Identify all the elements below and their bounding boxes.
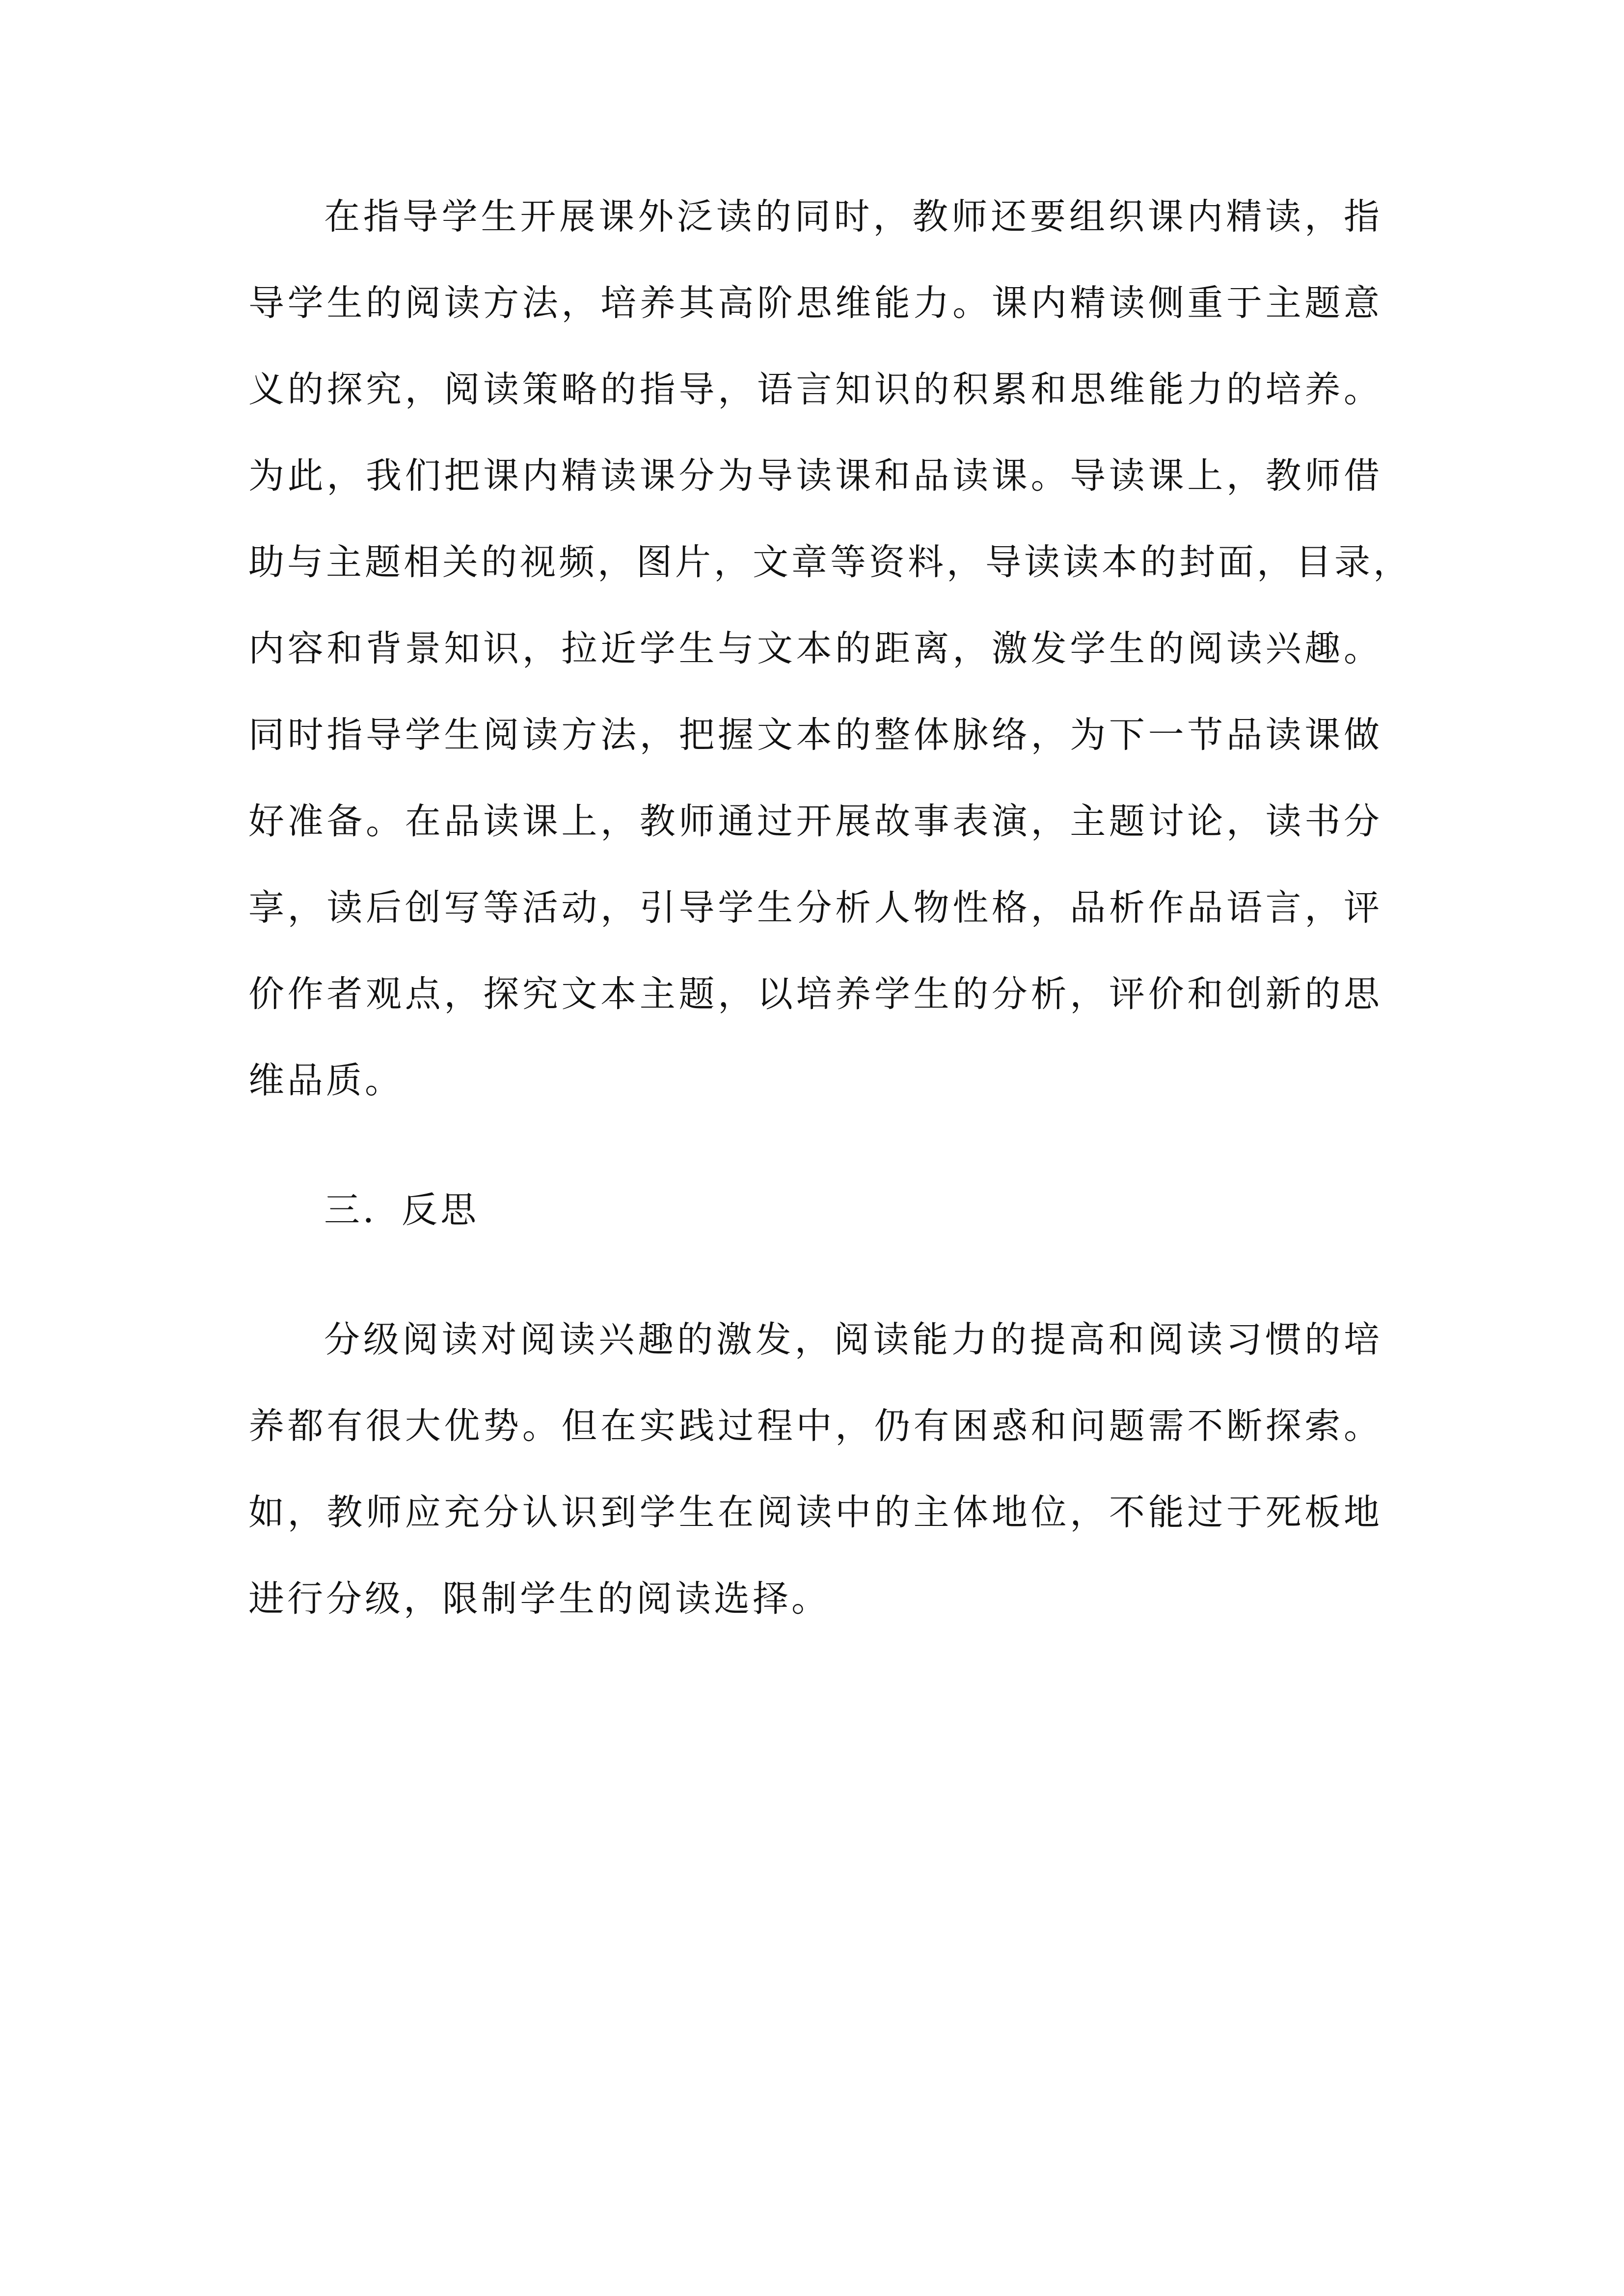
paragraph-practice bbox=[248, 174, 1412, 1124]
paragraph-line: 好准备。在品读课上，教师通过开展故事表演，主题讨论，读书分 bbox=[248, 801, 1382, 842]
paragraph-reflection bbox=[248, 1297, 1382, 1642]
document-body bbox=[248, 174, 1412, 1642]
paragraph-line: 享，读后创写等活动，引导学生分析人物性格，品析作品语言，评 bbox=[248, 887, 1382, 929]
paragraph-line: 进行分级，限制学生的阅读选择。 bbox=[248, 1578, 830, 1620]
paragraph-line: 价作者观点，探究文本主题，以培养学生的分析，评价和创新的思 bbox=[248, 973, 1382, 1015]
section-heading: 三．反思 bbox=[324, 1189, 479, 1231]
paragraph-line: 助与主题相关的视频，图片，文章等资料，导读读本的封面，目录， bbox=[248, 541, 1412, 583]
paragraph-line: 如，教师应充分认识到学生在阅读中的主体地位，不能过于死板地 bbox=[248, 1492, 1382, 1533]
paragraph-line: 养都有很大优势。但在实践过程中，仍有困惑和问题需不断探索。 bbox=[248, 1405, 1382, 1447]
paragraph-line: 在指导学生开展课外泛读的同时，教师还要组织课内精读，指 bbox=[324, 196, 1382, 238]
paragraph-line: 分级阅读对阅读兴趣的激发，阅读能力的提高和阅读习惯的培 bbox=[324, 1319, 1382, 1361]
paragraph-line: 内容和背景知识，拉近学生与文本的距离，激发学生的阅读兴趣。 bbox=[248, 628, 1382, 669]
paragraph-line: 为此，我们把课内精读课分为导读课和品读课。导读课上，教师借 bbox=[248, 455, 1382, 497]
paragraph-line: 同时指导学生阅读方法，把握文本的整体脉络，为下一节品读课做 bbox=[248, 714, 1382, 756]
paragraph-line: 义的探究，阅读策略的指导，语言知识的积累和思维能力的培养。 bbox=[248, 369, 1382, 410]
paragraph-line: 导学生的阅读方法，培养其高阶思维能力。课内精读侧重于主题意 bbox=[248, 282, 1382, 324]
paragraph-line: 维品质。 bbox=[248, 1060, 404, 1101]
